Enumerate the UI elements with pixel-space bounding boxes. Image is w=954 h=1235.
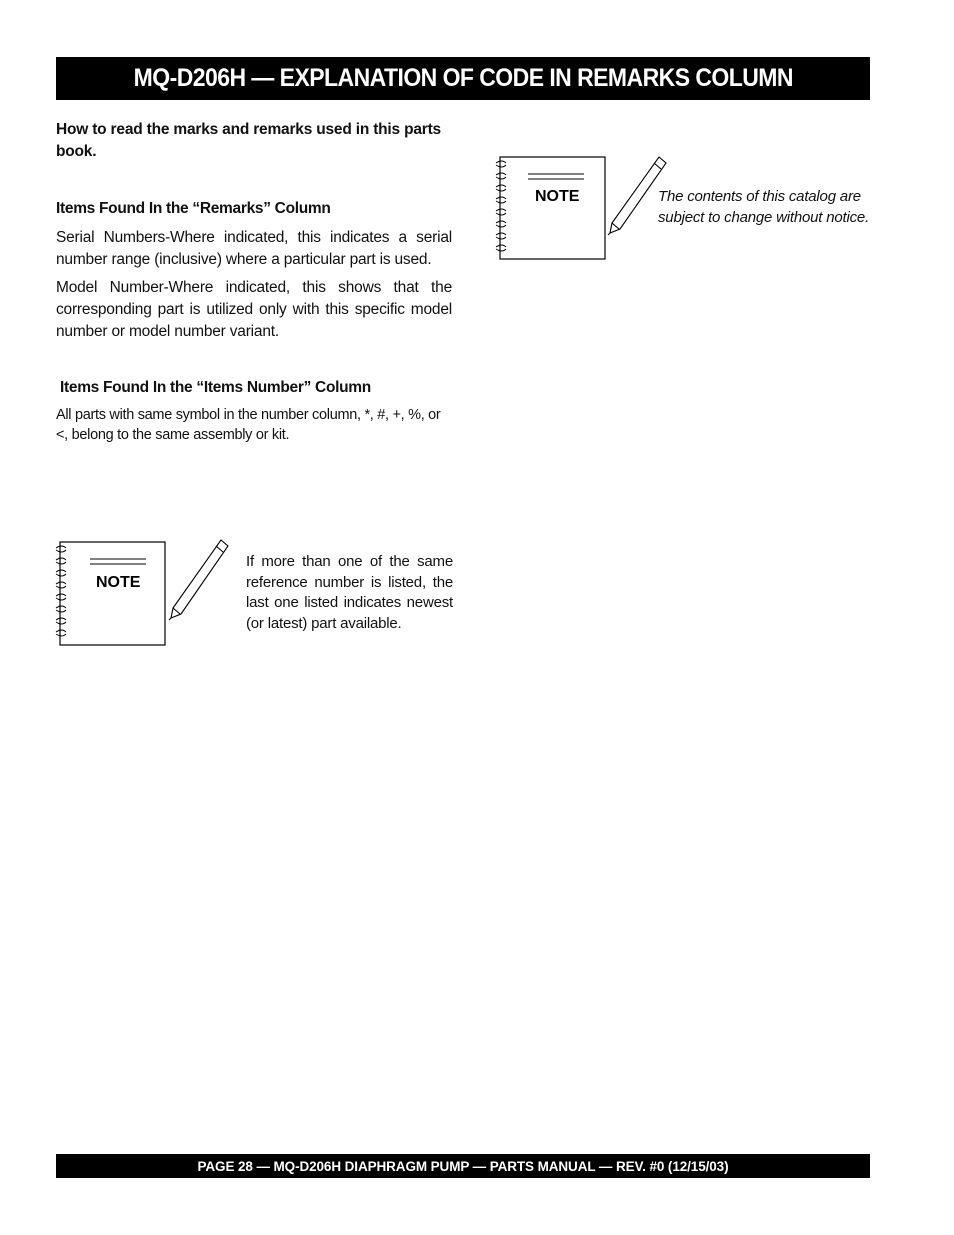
page-title: MQ-D206H — EXPLANATION OF CODE IN REMARKS COLUMN [133, 64, 793, 92]
remarks-heading: Items Found In the “Remarks” Column [56, 200, 331, 217]
note-bottom-text: If more than one of the same reference number is listed, the last one listed indicates newest (or latest) part available. [246, 553, 453, 632]
intro-text: How to read the marks and remarks used in this parts book. [56, 121, 441, 160]
note-label: NOTE [96, 574, 141, 591]
footer-bar [56, 1154, 870, 1178]
footer-text: PAGE 28 — MQ-D206H DIAPHRAGM PUMP — PARTS MANUAL — REV. #0 (12/15/03) [197, 1158, 729, 1174]
note-label: NOTE [535, 188, 580, 205]
serial-numbers-text: Serial Numbers-Where indicated, this indicates a serial number range (inclusive) where a particular part is used. [56, 229, 452, 268]
items-number-text: All parts with same symbol in the number column, *, #, +, %, or <, belong to the same assembly or kit. [56, 407, 441, 443]
model-number-text: Model Number-Where indicated, this shows that the corresponding part is utilized only with this specific model number or model number variant. [56, 279, 452, 340]
pencil-icon [169, 540, 228, 620]
intro-block [56, 119, 452, 163]
page-title-bar [56, 57, 870, 100]
spiral-notepad-icon [54, 536, 230, 648]
spiral-notepad-icon [494, 152, 670, 262]
note-top-text: The contents of this catalog are subject to change without notice. [658, 188, 870, 226]
items-number-heading: Items Found In the “Items Number” Column [60, 379, 371, 396]
